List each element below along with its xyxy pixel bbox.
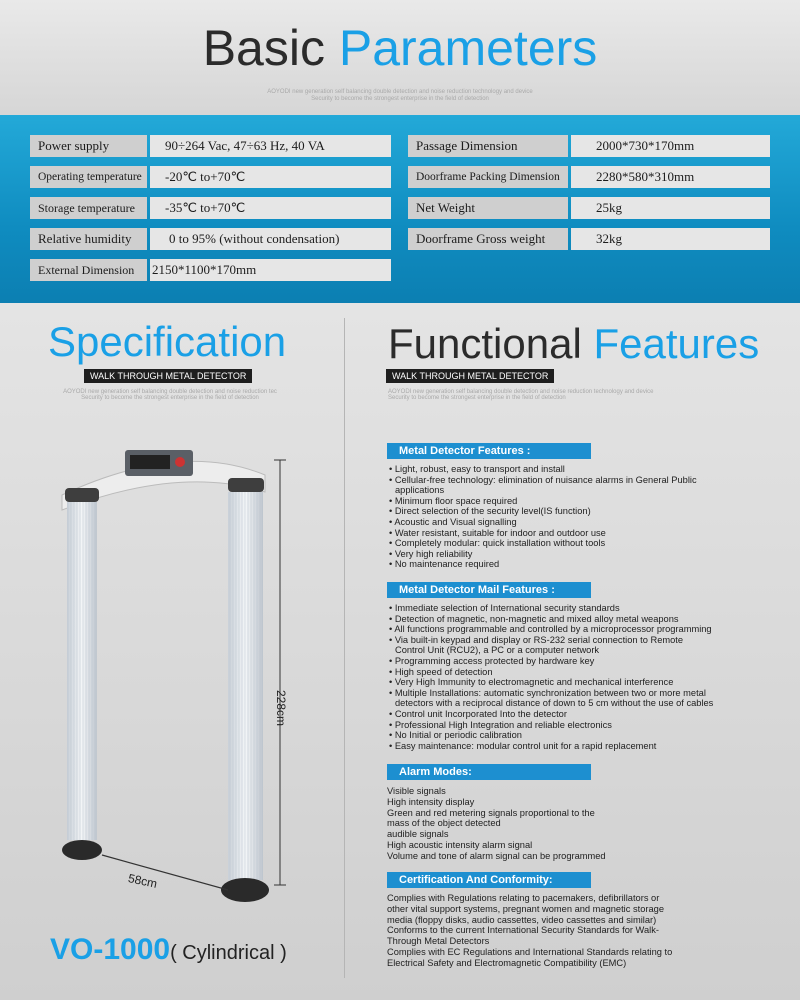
list-item: • Via built-in keypad and display or RS-232 serial connection to Remote Control Unit (RCU2), a PC or a computer network (389, 634, 684, 656)
text-line: High acoustic intensity alarm signal (387, 839, 533, 850)
text-line: Conforms to the current International Security Standards for Walk-Through Metal Detectors (387, 925, 659, 947)
text-line: Volume and tone of alarm signal can be programmed (387, 850, 606, 861)
certification-list (387, 893, 677, 969)
param-row: Doorframe Gross weight 32kg (408, 228, 770, 250)
spec-subtitle-1: AOYODI new generation self balancing double detection and noise reduction tec (63, 389, 277, 395)
width-dimension: 58cm (126, 871, 159, 891)
text-line: Green and red metering signals proportional to the mass of the object detected (387, 807, 595, 829)
mail-features-heading: Metal Detector Mail Features : (387, 582, 591, 598)
param-row: Operating temperature -20℃ to+70℃ (30, 166, 391, 188)
text-line: Visible signals (387, 786, 446, 796)
height-dimension: 228cm (274, 690, 288, 727)
param-row: External Dimension 2150*1100*170mm (30, 259, 391, 281)
list-item: • High speed of detection (389, 666, 493, 677)
list-item: • Detection of magnetic, non-magnetic and mixed alloy metal weapons (389, 613, 679, 624)
text-line: Complies with EC Regulations and International Standards relating to Electrical Safety and Electromagnetic Compatibility (EMC) (387, 946, 673, 968)
model-name: VO-1000( Cylindrical ) (50, 933, 287, 966)
page-title: Basic Parameters (202, 20, 598, 76)
list-item: • No maintenance required (389, 559, 500, 570)
mail-features-list (389, 603, 714, 751)
param-row: Passage Dimension 2000*730*170mm (408, 135, 770, 157)
list-item: • Light, robust, easy to transport and install (389, 464, 565, 474)
header-subtitle-1: AOYODI new generation self balancing double detection and noise reduction technology and device (267, 89, 533, 95)
param-row: Power supply 90÷264 Vac, 47÷63 Hz, 40 VA (30, 135, 391, 157)
list-item: • Programming access protected by hardware key (389, 655, 595, 666)
param-row: Doorframe Packing Dimension 2280*580*310mm (408, 166, 770, 188)
list-item: • Multiple Installations: automatic synchronization between two or more metal detectors with a reciprocal distance of down to 5 cm without the use of cables (389, 687, 714, 709)
list-item: • Immediate selection of International security standards (389, 603, 620, 613)
list-item: • Easy maintenance: modular control unit for a rapid replacement (389, 740, 657, 751)
features-subtitle-2: Security to become the strongest enterprise in the field of detection (388, 395, 566, 401)
list-item: • No Initial or periodic calibration (389, 730, 522, 741)
features-tag: WALK THROUGH METAL DETECTOR (386, 369, 554, 383)
metal-features-heading: Metal Detector Features : (387, 443, 591, 459)
features-title: Functional Features (388, 320, 760, 367)
list-item: • Professional High Integration and reliable electronics (389, 719, 612, 730)
parameters-band (0, 115, 800, 303)
text-line: High intensity display (387, 796, 475, 807)
alarm-modes-list (387, 786, 617, 862)
certification-heading: Certification And Conformity: (387, 872, 591, 888)
spec-title: Specification (48, 318, 287, 365)
metal-detector-image (40, 430, 320, 920)
text-line: audible signals (387, 829, 449, 840)
list-item: • Minimum floor space required (389, 495, 518, 506)
spec-subtitle-2: Security to become the strongest enterprise in the field of detection (81, 395, 259, 401)
text-line: Complies with Regulations relating to pacemakers, defibrillators or other vital support systems, pregnant women and magnetic storage media (floppy disks, audio cassettes, video cassettes and similar) (387, 893, 664, 925)
param-row: Storage temperature -35℃ to+70℃ (30, 197, 391, 219)
metal-features-list (389, 464, 699, 570)
column-divider (344, 318, 345, 978)
list-item: • Control unit Incorporated Into the detector (389, 708, 567, 719)
list-item: • Completely modular: quick installation without tools (389, 538, 606, 549)
alarm-modes-heading: Alarm Modes: (387, 764, 591, 780)
list-item: • Water resistant, suitable for indoor and outdoor use (389, 527, 606, 538)
header (0, 0, 800, 115)
param-row: Net Weight 25kg (408, 197, 770, 219)
list-item: • Cellular-free technology: elimination of nuisance alarms in General Public applications (389, 474, 697, 496)
list-item: • Very High Immunity to electromagnetic and mechanical interference (389, 677, 674, 688)
features-subtitle-1: AOYODI new generation self balancing double detection and noise reduction technology and device (388, 389, 654, 395)
spec-tag: WALK THROUGH METAL DETECTOR (84, 369, 252, 383)
header-subtitle-2: Security to become the strongest enterprise in the field of detection (311, 96, 489, 102)
list-item: • Very high reliability (389, 548, 473, 559)
param-row: Relative humidity 0 to 95% (without condensation) (30, 228, 391, 250)
list-item: • All functions programmable and controlled by a microprocessor programming (389, 624, 712, 635)
list-item: • Direct selection of the security level(IS function) (389, 506, 591, 517)
list-item: • Acoustic and Visual signalling (389, 516, 517, 527)
